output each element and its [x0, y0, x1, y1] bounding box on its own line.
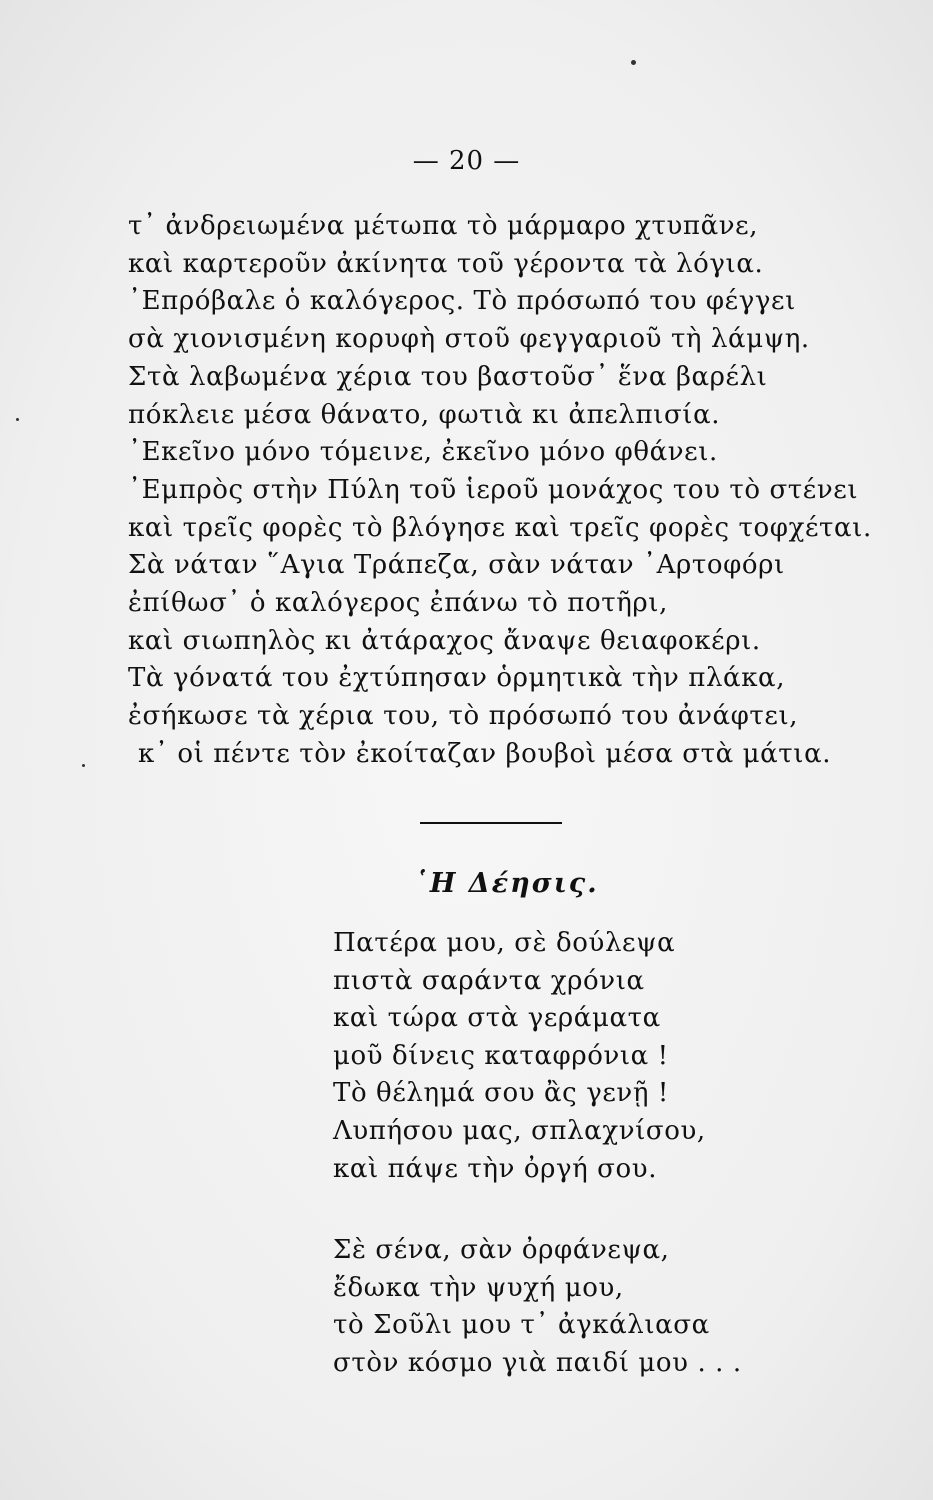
verse-line: Πατέρα μου, σὲ δούλεψα: [333, 928, 676, 958]
section-divider: [420, 822, 562, 824]
verse-line: πιστὰ σαράντα χρόνια: [333, 965, 645, 996]
page-number: — 20 —: [412, 146, 521, 176]
verse-line: Τὸ θέλημά σου ἂς γενῇ !: [333, 1078, 669, 1109]
prose-line: σὰ χιονισμένη κορυφὴ στοῦ φεγγαριοῦ τὴ λάμψη.: [128, 324, 810, 355]
prose-line: ἐσήκωσε τὰ χέρια του, τὸ πρόσωπό του ἀνάφτει,: [128, 701, 799, 732]
prose-line: Τὰ γόνατά του ἐχτύπησαν ὁρμητικὰ τὴν πλάκα,: [128, 663, 786, 694]
ink-speck: [631, 60, 636, 65]
poem-title: ῾Η Δέησις.: [414, 868, 599, 899]
prose-line: ἐπίθωσ᾽ ὁ καλόγερος ἐπάνω τὸ ποτῆρι,: [128, 588, 668, 619]
ink-speck: [16, 418, 19, 421]
prose-block: [128, 208, 872, 774]
prose-line: κ᾽ οἱ πέντε τὸν ἐκοίταζαν βουβοὶ μέσα στὰ μάτια.: [138, 738, 832, 769]
verse-line: στὸν κόσμο γιὰ παιδί μου . . .: [333, 1347, 742, 1378]
prose-line: καὶ τρεῖς φορὲς τὸ βλόγησε καὶ τρεῖς φορὲς τοφχέται.: [128, 512, 872, 543]
prose-line: πόκλειε μέσα θάνατο, φωτιὰ κι ἀπελπισία.: [128, 399, 721, 430]
verse-line: μοῦ δίνεις καταφρόνια !: [333, 1040, 669, 1071]
verse-line: ἔδωκα τὴν ψυχή μου,: [333, 1272, 624, 1303]
verse-line: Λυπήσου μας, σπλαχνίσου,: [333, 1115, 706, 1146]
prose-line: Στὰ λαβωμένα χέρια του βαστοῦσ᾽ ἕνα βαρέλι: [128, 361, 768, 392]
verse-line: καὶ τώρα στὰ γεράματα: [333, 1003, 661, 1034]
verse-line: Σὲ σένα, σὰν ὀρφάνεψα,: [333, 1235, 670, 1265]
prose-line: ᾽Εκεῖνο μόνο τόμεινε, ἐκεῖνο μόνο φθάνει.: [128, 437, 718, 468]
prose-line: ᾽Επρόβαλε ὁ καλόγερος. Τὸ πρόσωπό του φέγγει: [128, 286, 796, 317]
ink-speck: [82, 764, 85, 767]
verse-line: τὸ Σοῦλι μου τ᾽ ἀγκάλιασα: [333, 1310, 710, 1341]
prose-line: Σὰ νάταν ῞Αγια Τράπεζα, σὰν νάταν ᾽Αρτοφόρι: [128, 550, 785, 581]
verse-line: καὶ πάψε τὴν ὀργή σου.: [333, 1153, 658, 1184]
poem-stanza: [333, 1232, 742, 1382]
prose-line: καὶ καρτεροῦν ἀκίνητα τοῦ γέροντα τὰ λόγια.: [128, 248, 764, 279]
prose-line: καὶ σιωπηλὸς κι ἀτάραχος ἄναψε θειαφοκέρι.: [128, 625, 761, 656]
prose-line: ᾽Εμπρὸς στὴν Πύλη τοῦ ἱεροῦ μονάχος του τὸ στένει: [128, 474, 859, 505]
poem-stanza: [333, 925, 706, 1188]
prose-line: τ᾽ ἀνδρειωμένα μέτωπα τὸ μάρμαρο χτυπᾶνε,: [128, 211, 759, 241]
